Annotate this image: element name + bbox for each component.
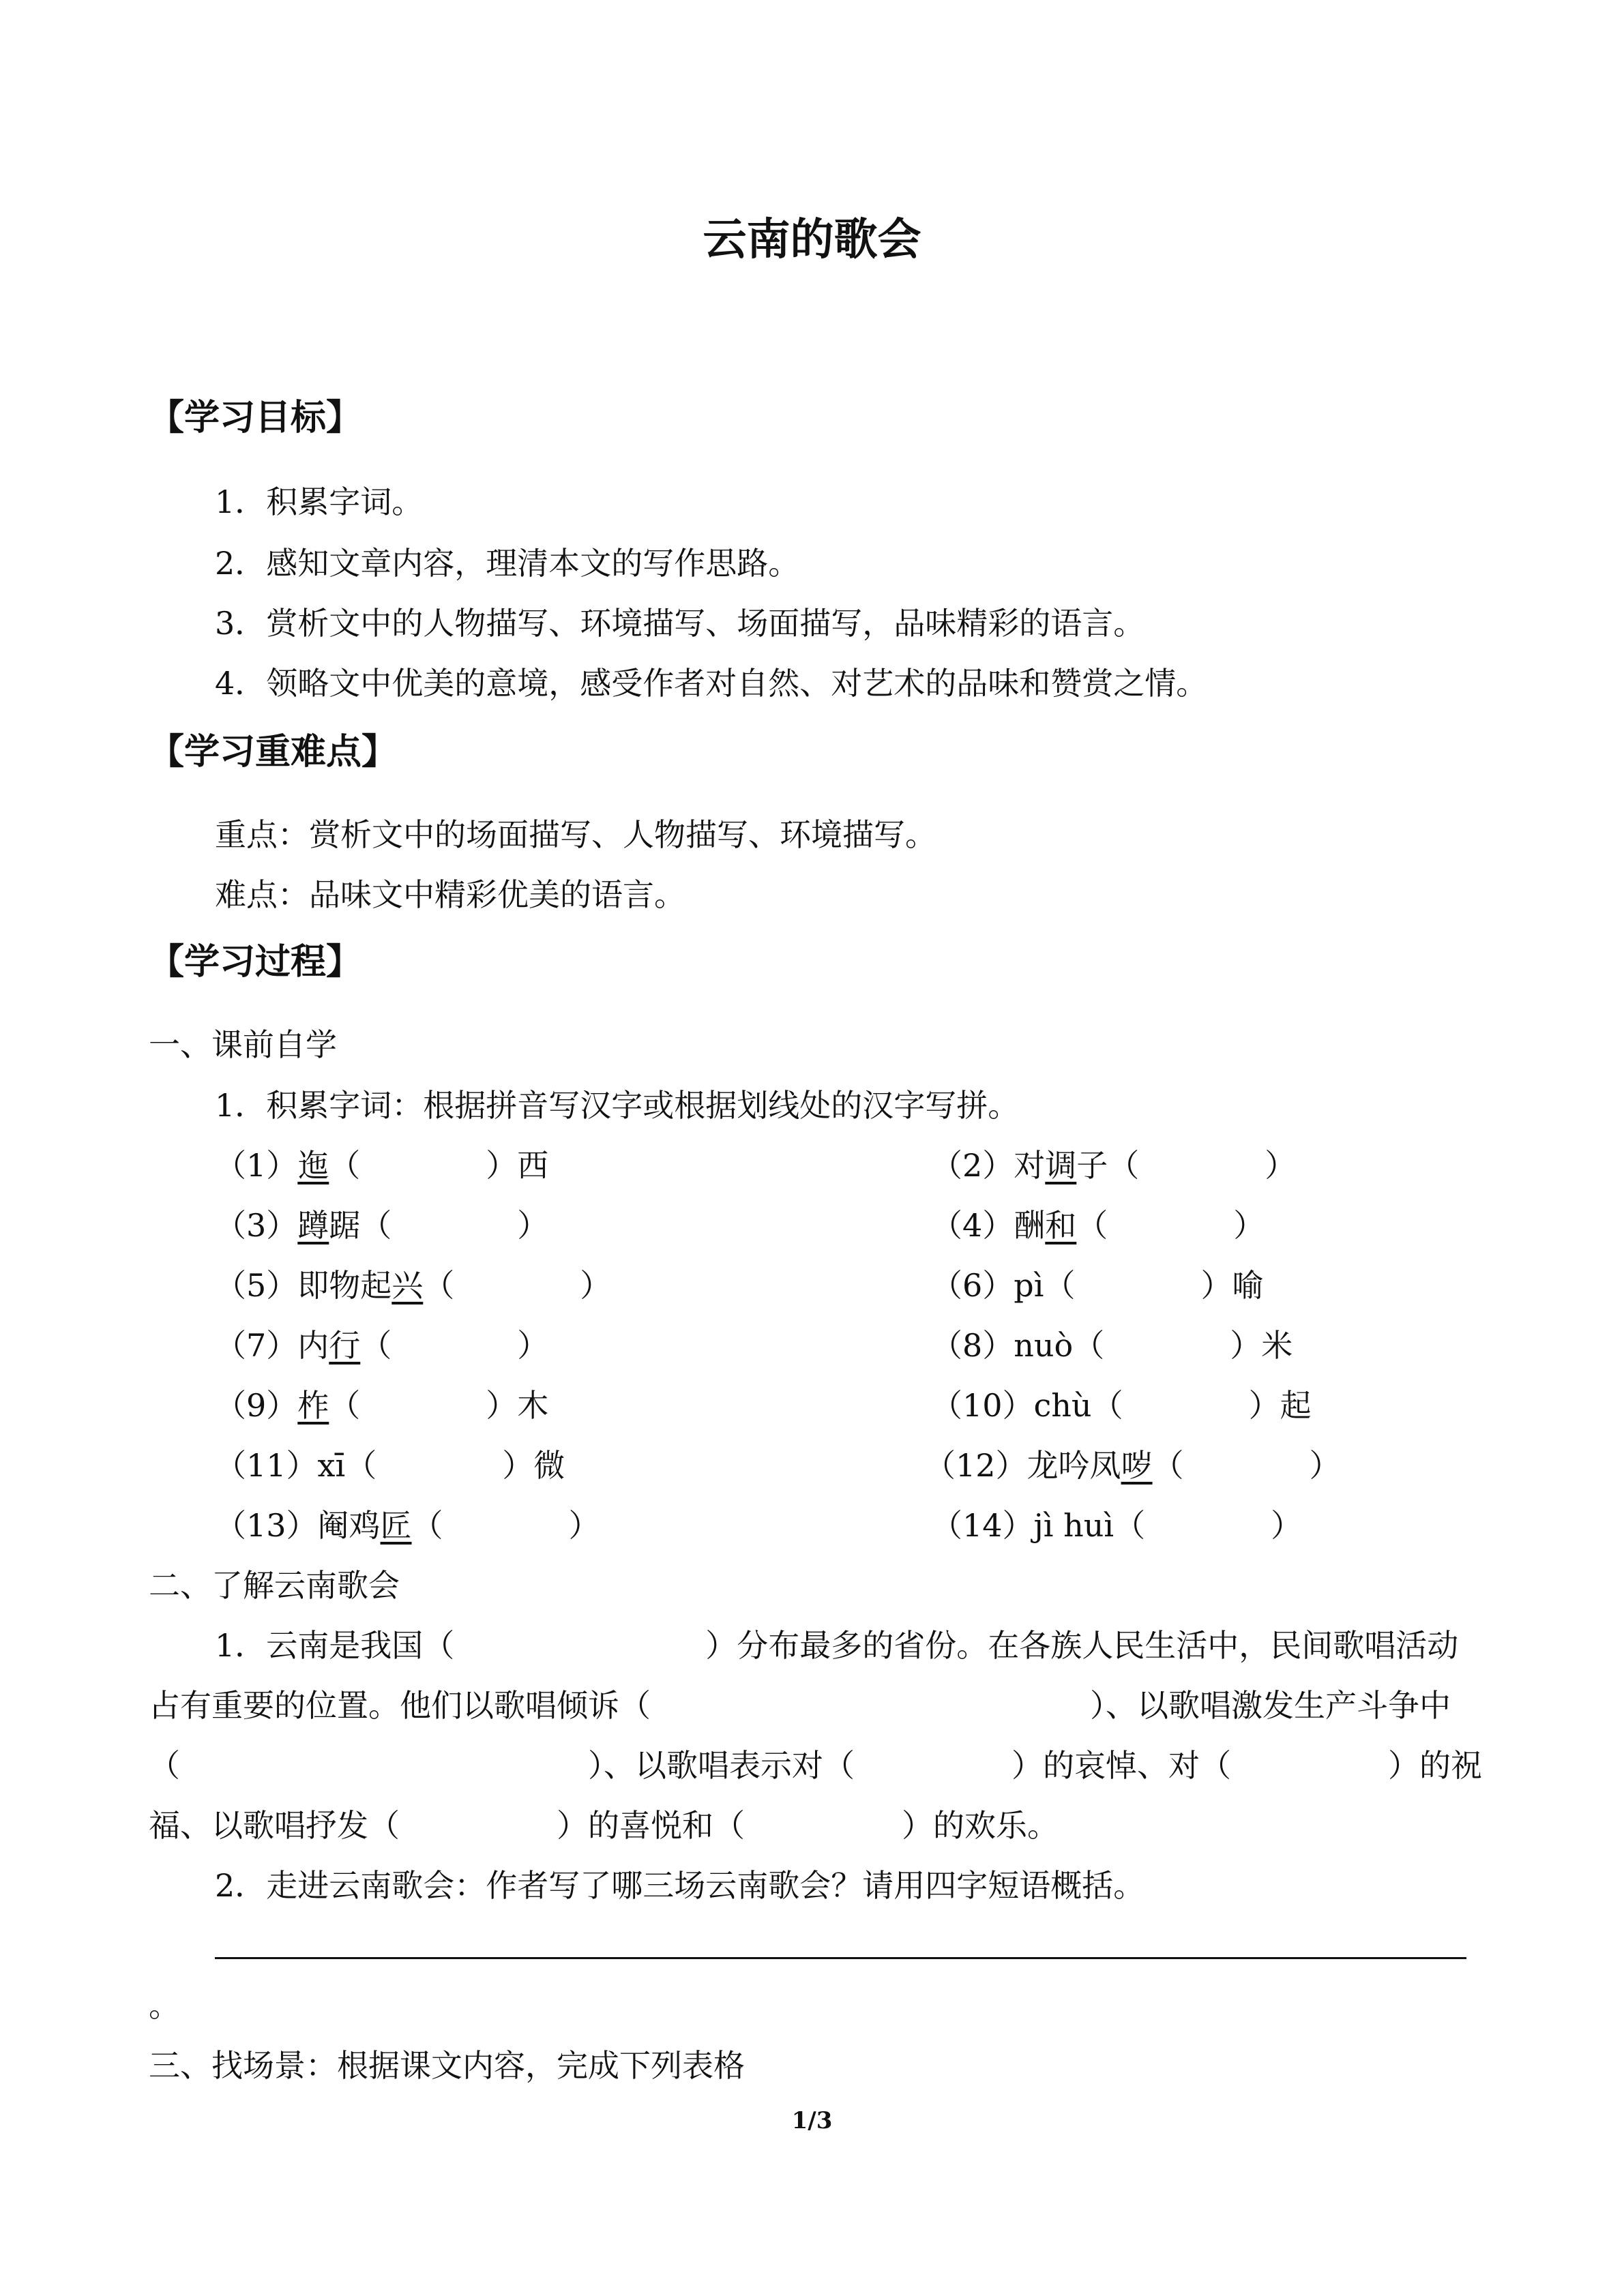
vocab-item[interactable]: （1）迤（ ）西 bbox=[215, 1147, 549, 1184]
part1-instruction: 1．积累字词：根据拼音写汉字或根据划线处的汉字写拼。 bbox=[215, 1087, 1020, 1124]
part2-heading: 二、了解云南歌会 bbox=[149, 1567, 400, 1604]
section-heading-goals: 【学习目标】 bbox=[149, 398, 362, 438]
vocab-item[interactable]: （4）酬和（ ） bbox=[931, 1207, 1265, 1244]
vocab-item[interactable]: （10）chù（ ）起 bbox=[931, 1387, 1312, 1424]
vocab-item[interactable]: （5）即物起兴（ ） bbox=[215, 1267, 612, 1304]
vocab-item[interactable]: （13）阉鸡匠（ ） bbox=[215, 1507, 600, 1544]
key-point-difficult: 难点：品味文中精彩优美的语言。 bbox=[215, 876, 685, 913]
answer-line-end-mark: 。 bbox=[149, 1987, 180, 2024]
page-title: 云南的歌会 bbox=[703, 215, 921, 265]
vocab-item[interactable]: （7）内行（ ） bbox=[215, 1327, 549, 1364]
page-number: 1/3 bbox=[791, 2107, 833, 2134]
vocab-item[interactable]: （2）对调子（ ） bbox=[931, 1147, 1297, 1184]
part2-q1-line[interactable]: （ ）、以歌唱表示对（ ）的哀悼、对（ ）的祝 bbox=[149, 1747, 1482, 1784]
part2-q1-line[interactable]: 福、以歌唱抒发（ ）的喜悦和（ ）的欢乐。 bbox=[149, 1807, 1059, 1844]
vocab-item[interactable]: （14）jì huì（ ） bbox=[931, 1507, 1303, 1544]
vocab-item[interactable]: （12）龙吟凤哕（ ） bbox=[924, 1447, 1341, 1484]
part2-q1-line[interactable]: 占有重要的位置。他们以歌唱倾诉（ ）、以歌唱激发生产斗争中 bbox=[149, 1687, 1451, 1724]
part1-heading: 一、课前自学 bbox=[149, 1026, 337, 1063]
vocab-item[interactable]: （9）柞（ ）木 bbox=[215, 1387, 549, 1424]
answer-line[interactable] bbox=[215, 1957, 1466, 1959]
part2-q1-line[interactable]: 1．云南是我国（ ）分布最多的省份。在各族人民生活中，民间歌唱活动 bbox=[215, 1627, 1459, 1664]
part3-heading: 三、找场景：根据课文内容，完成下列表格 bbox=[149, 2047, 745, 2084]
section-heading-process: 【学习过程】 bbox=[149, 942, 362, 983]
vocab-item[interactable]: （11）xī（ ）微 bbox=[215, 1447, 565, 1484]
section-heading-key-points: 【学习重难点】 bbox=[149, 732, 398, 773]
key-point-important: 重点：赏析文中的场面描写、人物描写、环境描写。 bbox=[215, 816, 936, 853]
part2-q2: 2．走进云南歌会：作者写了哪三场云南歌会？请用四字短语概括。 bbox=[215, 1867, 1145, 1904]
goal-item: 1．积累字词。 bbox=[215, 483, 424, 520]
vocab-item[interactable]: （6）pì（ ）喻 bbox=[931, 1267, 1264, 1304]
goal-item: 4．领略文中优美的意境，感受作者对自然、对艺术的品味和赞赏之情。 bbox=[215, 665, 1208, 702]
vocab-item[interactable]: （8）nuò（ ）米 bbox=[931, 1327, 1293, 1364]
goal-item: 2．感知文章内容，理清本文的写作思路。 bbox=[215, 545, 800, 582]
goal-item: 3．赏析文中的人物描写、环境描写、场面描写，品味精彩的语言。 bbox=[215, 605, 1145, 642]
vocab-item[interactable]: （3）蹲踞（ ） bbox=[215, 1207, 549, 1244]
